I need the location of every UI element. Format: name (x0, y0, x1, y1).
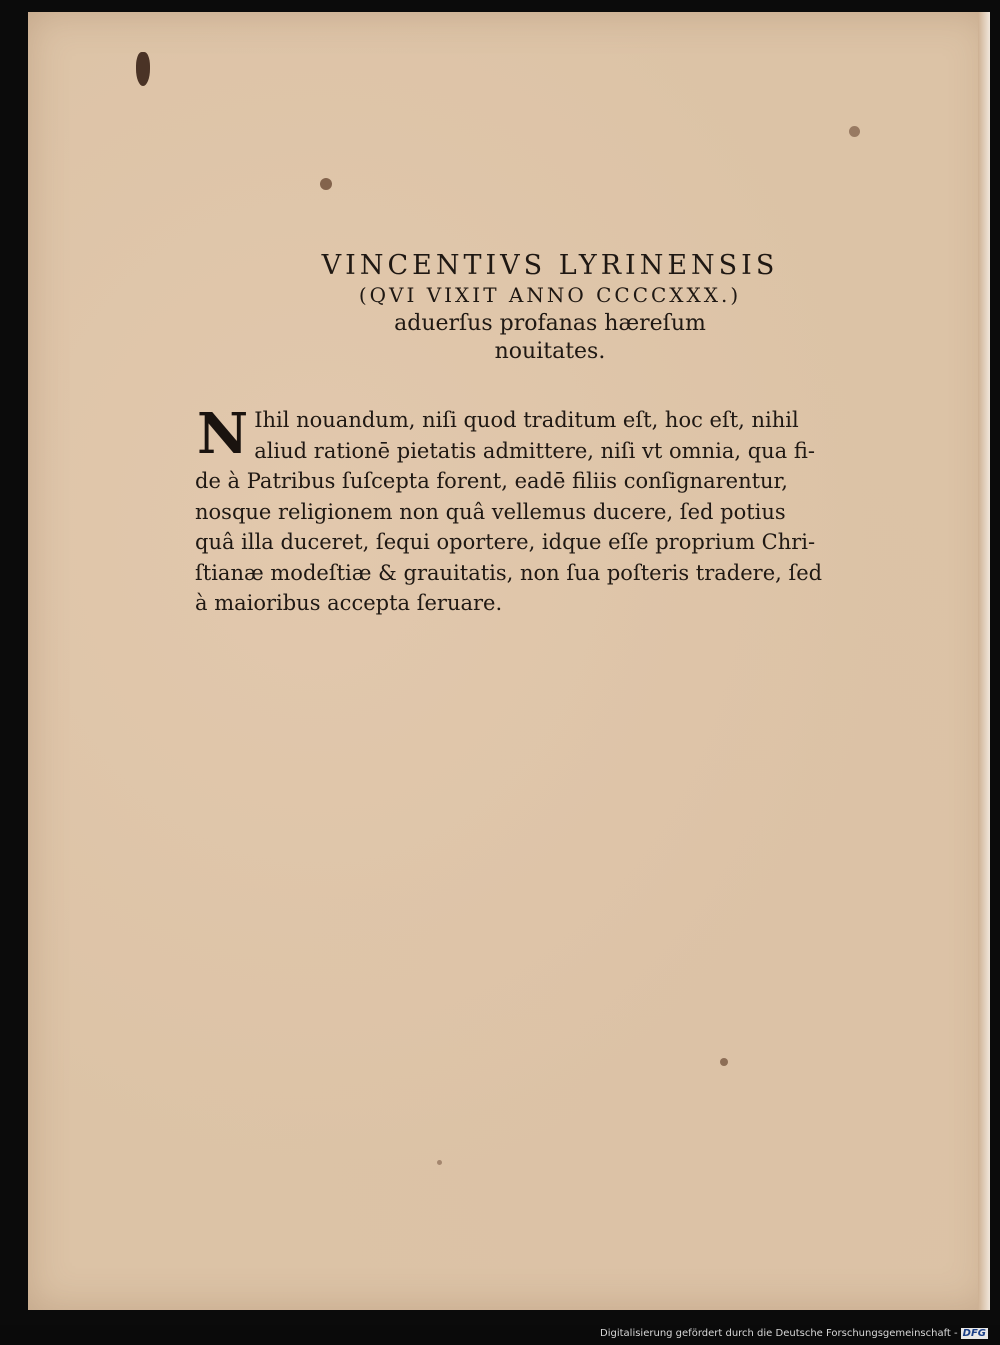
ink-stain (136, 52, 150, 86)
heading-title: VINCENTIVS LYRINENSIS (321, 250, 779, 281)
text-line: à maioribus accepta ſeruare. (195, 591, 503, 615)
dfg-logo-icon: DFG (962, 1328, 986, 1339)
foxing-spot (720, 1058, 728, 1066)
foxing-spot (849, 126, 860, 137)
foxing-spot (437, 1160, 442, 1165)
footer-credit: Digitalisierung gefördert durch die Deutsche Forschungsgemeinschaft - (600, 1328, 958, 1339)
page-edge (978, 12, 990, 1310)
digitization-footer (600, 1328, 988, 1339)
page-heading (200, 252, 900, 369)
text-line: ſtianæ modeſtiæ & grauitatis, non ſua poſteris tradere, ſed (195, 560, 823, 585)
text-line: Ihil nouandum, niſi quod traditum eſt, hoc eſt, nihil (254, 408, 799, 432)
body-paragraph (195, 401, 885, 619)
text-line: nosque religionem non quâ vellemus ducere, ſed potius (195, 499, 786, 524)
heading-subtitle-cont: nouitates. (494, 339, 606, 364)
heading-subtitle: aduerſus profanas hæreſum (394, 311, 706, 336)
text-line: aliud rationē pietatis admittere, niſi vt omnia, qua fi- (254, 438, 815, 463)
foxing-spot (320, 178, 332, 190)
text-line: quâ illa duceret, ſequi oportere, idque eſſe proprium Chri- (195, 530, 816, 554)
heading-date: (QVI VIXIT ANNO CCCCXXX.) (358, 283, 742, 307)
text-line: de à Patribus ſuſcepta forent, eadē filiis conſignarentur, (195, 469, 788, 493)
book-page (28, 12, 990, 1310)
drop-cap: N (197, 401, 249, 467)
